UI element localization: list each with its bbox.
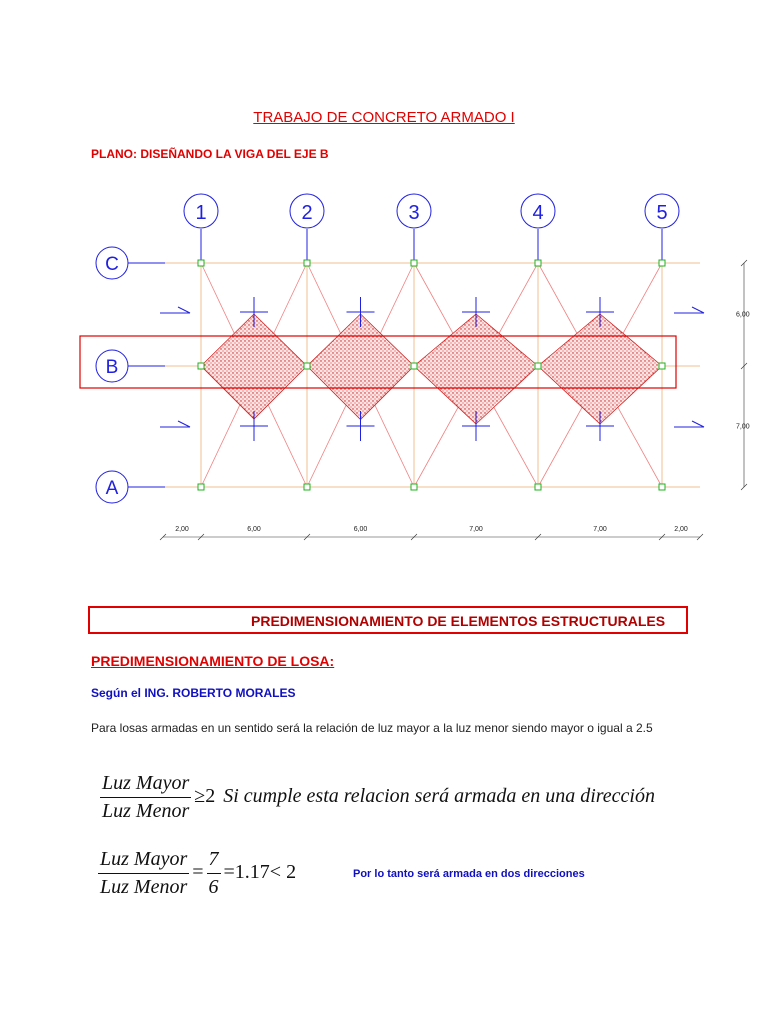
section-banner [88, 606, 688, 634]
column-node [411, 260, 417, 266]
axis-label: A [105, 478, 119, 499]
dimension-label: 2,00 [175, 526, 189, 533]
section-banner-text: PREDIMENSIONAMIENTO DE ELEMENTOS ESTRUCTURALES [251, 613, 666, 629]
axis-label: 3 [408, 202, 420, 224]
column-node [304, 484, 310, 490]
axis-label: B [105, 357, 119, 378]
fraction-denominator: Luz Menor [100, 876, 188, 898]
column-node [304, 260, 310, 266]
structural-plan [0, 180, 768, 550]
column-node [659, 363, 665, 369]
axis-label: C [105, 254, 119, 275]
dimension-label: 6,00 [247, 526, 261, 533]
fraction [98, 848, 189, 899]
axis-label: 1 [195, 202, 207, 224]
ratio-denominator: 6 [208, 876, 219, 898]
dimension-label: 7,00 [469, 526, 483, 533]
load-cross-icon [240, 411, 268, 441]
formula-condition [100, 772, 655, 823]
ratio-fraction [207, 848, 221, 899]
column-node [304, 363, 310, 369]
axis-label: 2 [301, 202, 313, 224]
dimension-label: 2,00 [674, 526, 688, 533]
fraction-denominator: Luz Menor [102, 800, 190, 822]
fraction-numerator: Luz Mayor [98, 848, 189, 874]
column-node [198, 260, 204, 266]
dimension-label: 6,00 [353, 526, 368, 533]
result-value: =1.17< 2 [223, 861, 297, 884]
dimension-label: 6,00 [736, 311, 750, 319]
dimension-label: 7,00 [593, 526, 607, 533]
column-node [411, 484, 417, 490]
column-node [411, 363, 417, 369]
column-node [659, 484, 665, 490]
load-arrow-icon [674, 307, 704, 313]
load-cross-icon [462, 411, 490, 441]
load-cross-icon [240, 297, 268, 327]
tributary-area [414, 314, 538, 424]
fraction [100, 772, 191, 823]
plan-subtitle: PLANO: DISEÑANDO LA VIGA DEL EJE B [91, 147, 329, 161]
load-cross-icon [347, 297, 375, 327]
fraction-numerator: Luz Mayor [100, 772, 191, 798]
tributary-area [307, 314, 414, 420]
equals-symbol: = [192, 861, 204, 884]
relation-symbol: ≥2 [194, 785, 216, 808]
column-node [535, 363, 541, 369]
page-title: TRABAJO DE CONCRETO ARMADO I [253, 109, 515, 126]
column-node [535, 260, 541, 266]
load-arrow-icon [160, 307, 190, 313]
column-node [535, 484, 541, 490]
load-arrow-icon [674, 421, 704, 427]
column-node [198, 484, 204, 490]
load-cross-icon [586, 411, 614, 441]
column-node [659, 260, 665, 266]
tributary-area [538, 314, 662, 424]
dimension-label: 7,00 [736, 423, 750, 431]
author-reference: Según el ING. ROBERTO MORALES [91, 686, 296, 700]
axis-label: 4 [532, 202, 544, 224]
formula-check [98, 848, 299, 899]
tributary-area [201, 314, 307, 419]
losa-heading: PREDIMENSIONAMIENTO DE LOSA: [91, 653, 335, 669]
load-cross-icon [347, 411, 375, 441]
ratio-numerator: 7 [207, 848, 221, 874]
conclusion-note: Por lo tanto será armada en dos direcciones [353, 868, 585, 880]
load-arrow-icon [160, 421, 190, 427]
intro-paragraph: Para losas armadas en un sentido será la relación de luz mayor a la luz menor siendo mayor o igual a 2.5 [91, 721, 653, 735]
axis-label: 5 [656, 202, 668, 224]
condition-text: Si cumple esta relacion será armada en una dirección [223, 785, 655, 808]
column-node [198, 363, 204, 369]
